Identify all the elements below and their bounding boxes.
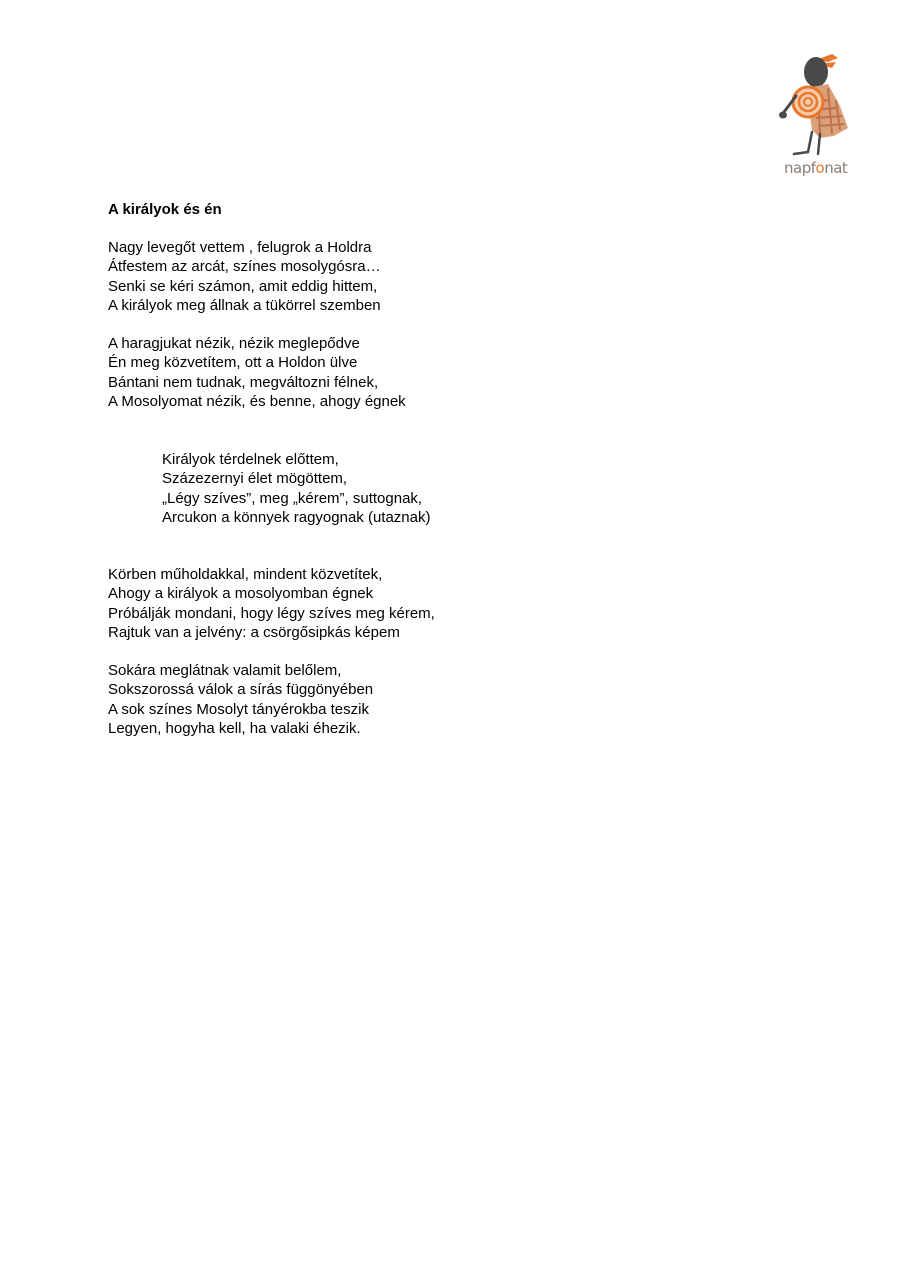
poem-line: A haragjukat nézik, nézik meglepődve (108, 335, 360, 352)
stanza-3-refrain (162, 450, 430, 528)
poem-line: Sokszorossá válok a sírás függönyében (108, 681, 374, 699)
stanza-2 (108, 334, 406, 412)
stanza-1 (108, 238, 381, 316)
poem-line: „Légy szíves”, meg „kérem”, suttognak, (162, 489, 423, 507)
poem-line: Rajtuk van a jelvény: a csörgősipkás képem (108, 624, 400, 642)
napfonat-logo (772, 50, 856, 182)
poem-line: Sokára meglátnak valamit belőlem, (108, 662, 342, 679)
poem-line: Körben műholdakkal, mindent közvetítek, (108, 566, 383, 583)
poem-line: Arcukon a könnyek ragyognak (utaznak) (162, 509, 431, 527)
figure-with-spiral-icon (772, 50, 856, 160)
poem-line: Százezernyi élet mögöttem, (162, 470, 348, 488)
poem-line: A sok színes Mosolyt tányérokba teszik (108, 700, 369, 718)
poem-line: Ahogy a királyok a mosolyomban égnek (108, 585, 374, 603)
poem-line: Próbálják mondani, hogy légy szíves meg kérem, (108, 604, 435, 622)
poem-line: A Mosolyomat nézik, és benne, ahogy égnek (108, 393, 406, 411)
stanza-5 (108, 661, 373, 739)
logo-wordmark: napfonat (784, 159, 848, 177)
poem-line: A királyok meg állnak a tükörrel szemben (108, 297, 381, 315)
stanza-4 (108, 565, 435, 643)
poem-line: Legyen, hogyha kell, ha valaki éhezik. (108, 720, 361, 738)
poem-line: Nagy levegőt vettem , felugrok a Holdra (108, 239, 372, 256)
poem-line: Királyok térdelnek előttem, (162, 451, 339, 468)
poem-title: A királyok és én (108, 201, 222, 218)
poem-line: Senki se kéri számon, amit eddig hittem, (108, 277, 378, 295)
poem-line: Én meg közvetítem, ott a Holdon ülve (108, 354, 358, 372)
poem-line: Átfestem az arcát, színes mosolygósra… (108, 258, 381, 276)
poem-line: Bántani nem tudnak, megváltozni félnek, (108, 373, 379, 391)
